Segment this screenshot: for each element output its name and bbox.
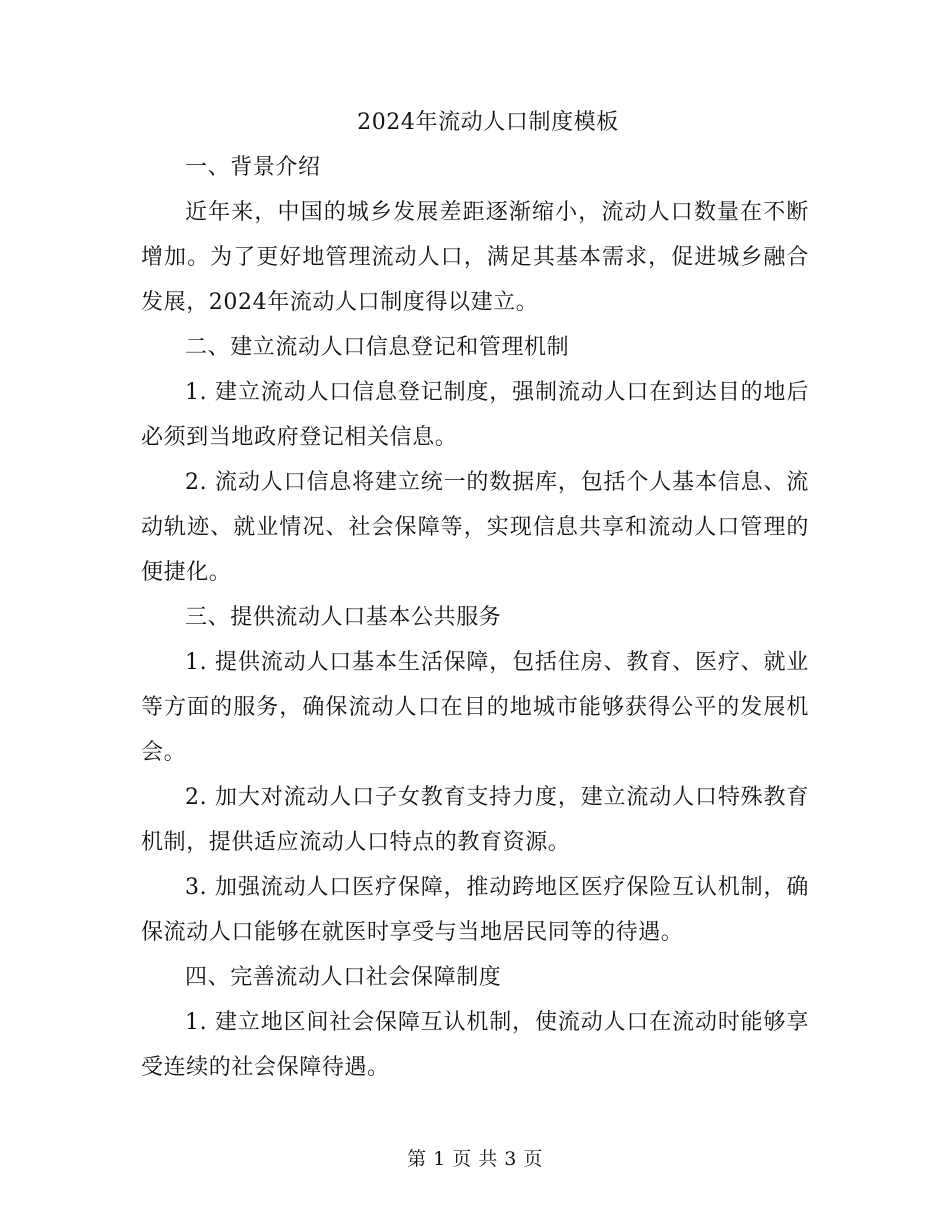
paragraph-security-1: 1. 建立地区间社会保障互认机制，使流动人口在流动时能够享受连续的社会保障待遇。 xyxy=(141,1010,809,1080)
section-heading-social-security: 四、完善流动人口社会保障制度 xyxy=(185,965,502,990)
section-heading-registration: 二、建立流动人口信息登记和管理机制 xyxy=(185,335,570,360)
section-heading-public-services: 三、提供流动人口基本公共服务 xyxy=(185,605,502,630)
document-title: 2024年流动人口制度模板 xyxy=(357,110,619,135)
paragraph-services-2: 2. 加大对流动人口子女教育支持力度，建立流动人口特殊教育机制，提供适应流动人口特点的教育资源。 xyxy=(141,785,809,855)
paragraph-registration-1: 1. 建立流动人口信息登记制度，强制流动人口在到达目的地后必须到当地政府登记相关信息。 xyxy=(141,380,809,450)
paragraph-background: 近年来，中国的城乡发展差距逐渐缩小，流动人口数量在不断增加。为了更好地管理流动人口，满足其基本需求，促进城乡融合发展，2024年流动人口制度得以建立。 xyxy=(141,200,809,315)
paragraph-registration-2: 2. 流动人口信息将建立统一的数据库，包括个人基本信息、流动轨迹、就业情况、社会保障等，实现信息共享和流动人口管理的便捷化。 xyxy=(141,470,809,585)
section-heading-background: 一、背景介绍 xyxy=(185,155,321,180)
document-body xyxy=(141,100,809,1090)
page-number-footer: 第 1 页 共 3 页 xyxy=(407,1148,543,1170)
paragraph-services-1: 1. 提供流动人口基本生活保障，包括住房、教育、医疗、就业等方面的服务，确保流动人口在目的地城市能够获得公平的发展机会。 xyxy=(141,650,809,765)
paragraph-services-3: 3. 加强流动人口医疗保障，推动跨地区医疗保险互认机制，确保流动人口能够在就医时享受与当地居民同等的待遇。 xyxy=(141,875,809,945)
